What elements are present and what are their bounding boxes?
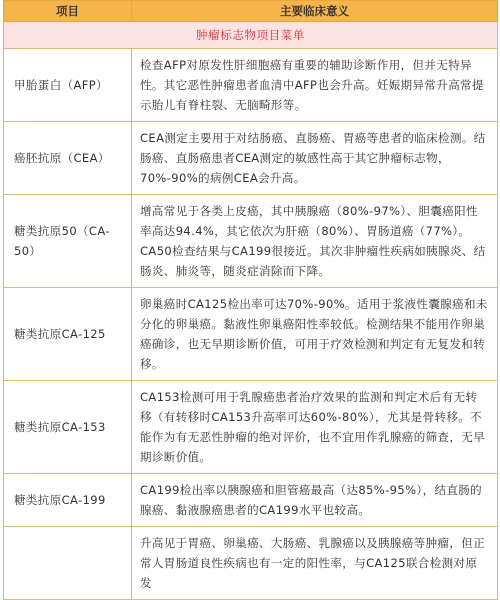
row-desc: CA153检测可用于乳腺癌患者治疗效果的监测和判定术后有无转移（有转移时CA153升高率可达60%-80%），尤其是骨转移。不能作为有无恶性肿瘤的绝对评价，也不宜用作乳腺癌的筛查，无早期诊断价值。	[132, 381, 498, 474]
row-name: 糖类抗原CA-125	[4, 288, 132, 381]
header-item: 项目	[4, 1, 132, 22]
row-desc: 增高常见于各类上皮癌，其中胰腺癌（80%-97%）、胆囊癌阳性率高达94.4%，其它依次为肝癌（80%）、胃肠道癌（77%）。CA50检查结果与CA199很接近。其次非肿瘤性疾病如胰腺炎、结肠炎、肺炎等，随炎症消除而下降。	[132, 195, 498, 288]
section-title: 肿瘤标志物项目菜单	[4, 22, 498, 49]
row-desc: CEA测定主要用于对结肠癌、直肠癌、胃癌等患者的临床检测。结肠癌、直肠癌患者CEA测定的敏感性高于其它肿瘤标志物，70%-90%的病例CEA会升高。	[132, 122, 498, 195]
table-row	[4, 195, 498, 288]
table-row	[4, 288, 498, 381]
row-desc: 检查AFP对原发性肝细胞癌有重要的辅助诊断作用，但并无特异性。其它恶性肿瘤患者血清中AFP也会升高。妊娠期异常升高常提示胎儿有脊柱裂、无脑畸形等。	[132, 49, 498, 122]
section-row	[4, 22, 498, 49]
row-name: 糖类抗原50（CA-50）	[4, 195, 132, 288]
row-name: 糖类抗原CA-199	[4, 474, 132, 527]
table-row	[4, 474, 498, 527]
row-name	[4, 527, 132, 600]
table-header-row	[4, 1, 498, 22]
row-desc: 卵巢癌时CA125检出率可达70%-90%。适用于浆液性囊腺癌和未分化的卵巢癌。黏液性卵巢癌阳性率较低。检测结果不能用作卵巢癌确诊，也无早期诊断价值，可用于疗效检测和判定有无复发和转移。	[132, 288, 498, 381]
table-row	[4, 381, 498, 474]
row-name: 甲胎蛋白（AFP）	[4, 49, 132, 122]
table-row	[4, 527, 498, 600]
row-desc: CA199检出率以胰腺癌和胆管癌最高（达85%-95%），结直肠的腺癌、黏液腺癌患者的CA199水平也较高。	[132, 474, 498, 527]
row-name: 糖类抗原CA-153	[4, 381, 132, 474]
table-row	[4, 122, 498, 195]
row-desc: 升高见于胃癌、卵巢癌、大肠癌、乳腺癌以及胰腺癌等肿瘤，但正常人胃肠道良性疾病也有一定的阳性率，与CA125联合检测对原发	[132, 527, 498, 600]
header-clinical-meaning: 主要临床意义	[132, 1, 498, 22]
table-row	[4, 49, 498, 122]
row-name: 癌胚抗原（CEA）	[4, 122, 132, 195]
tumor-marker-table	[3, 0, 498, 600]
